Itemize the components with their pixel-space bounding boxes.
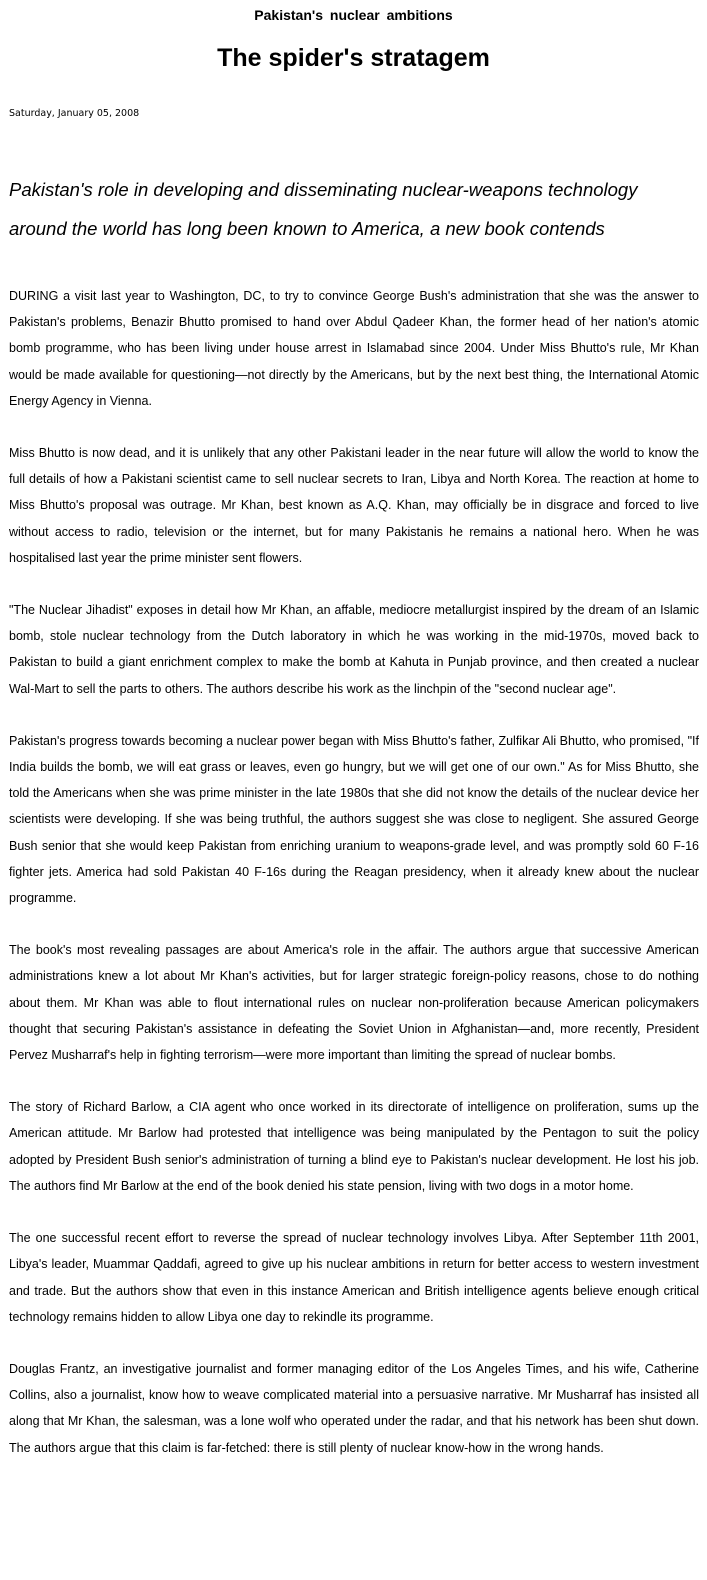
article-body (9, 283, 699, 1487)
body-paragraph: The book's most revealing passages are about America's role in the affair. The authors argue that successive American administrations knew a lot about Mr Khan's activities, but for larger strategic foreign-policy reasons, chose to do nothing about them. Mr Khan was able to flout international rules on nuclear non-proliferation because American policymakers thought that securing Pakistan's assistance in defeating the Soviet Union in Afghanistan—and, more recently, President Pervez Musharraf's help in fighting terrorism—were more important than limiting the spread of nuclear bombs. (9, 943, 699, 1063)
body-paragraph: Pakistan's progress towards becoming a nuclear power began with Miss Bhutto's father, Zulfikar Ali Bhutto, who promised, "If India builds the bomb, we will eat grass or leaves, even go hungry, but we will get one of our own." As for Miss Bhutto, she told the Americans when she was prime minister in the late 1980s that she did not know the details of the nuclear device her scientists were developing. If she was being truthful, the authors suggest she was close to negligent. She assured George Bush senior that she would keep Pakistan from enriching uranium to weapons-grade level, and was promptly sold 60 F-16 fighter jets. America had sold Pakistan 40 F-16s during the Reagan presidency, when it already knew about the nuclear programme. (9, 733, 699, 906)
publication-date: Saturday, January 05, 2008 (9, 108, 140, 119)
body-paragraph: DURING a visit last year to Washington, DC, to try to convince George Bush's administration that she was the answer to Pakistan's problems, Benazir Bhutto promised to hand over Abdul Qadeer Khan, the former head of her nation's atomic bomb programme, who has been living under house arrest in Islamabad since 2004. Under Miss Bhutto's rule, Mr Khan would be made available for questioning—not directly by the Americans, but by the next best thing, the International Atomic Energy Agency in Vienna. (9, 289, 699, 408)
body-paragraph: The one successful recent effort to reverse the spread of nuclear technology involves Libya. After September 11th 2001, Libya's leader, Muammar Qaddafi, agreed to give up his nuclear ambitions in return for better access to western investment and trade. But the authors show that even in this instance American and British intelligence agents believe enough critical technology remains hidden to allow Libya one day to rekindle its programme. (9, 1231, 699, 1324)
body-paragraph: Douglas Frantz, an investigative journalist and former managing editor of the Los Angeles Times, and his wife, Catherine Collins, also a journalist, know how to weave complicated material into a persuasive narrative. Mr Musharraf has insisted all along that Mr Khan, the salesman, was a lone wolf who operated under the radar, and that his network has been shut down. The authors argue that this claim is far-fetched: there is still plenty of nuclear know-how in the wrong hands. (9, 1361, 699, 1455)
body-paragraph: Miss Bhutto is now dead, and it is unlikely that any other Pakistani leader in the near future will allow the world to know the full details of how a Pakistani scientist came to sell nuclear secrets to Iran, Libya and North Korea. The reaction at home to Miss Bhutto's proposal was outrage. Mr Khan, best known as A.Q. Khan, may officially be in disgrace and forced to live without access to radio, television or the internet, but for many Pakistanis he remains a national hero. When he was hospitalised last year the prime minister sent flowers. (9, 446, 699, 565)
section-kicker: Pakistan's nuclear ambitions (254, 7, 453, 23)
article-headline: The spider's stratagem (217, 44, 490, 72)
body-paragraph: The story of Richard Barlow, a CIA agent who once worked in its directorate of intelligence on proliferation, sums up the American attitude. Mr Barlow had protested that intelligence was being manipulated by the Pentagon to suit the policy adopted by President Bush senior's administration of turning a blind eye to Pakistan's nuclear development. He lost his job. The authors find Mr Barlow at the end of the book denied his state pension, living with two dogs in a motor home. (9, 1100, 699, 1193)
article-standfirst: Pakistan's role in developing and disseminating nuclear-weapons technology around the world has long been known to America, a new book contends (9, 179, 638, 239)
body-paragraph: "The Nuclear Jihadist" exposes in detail how Mr Khan, an affable, mediocre metallurgist inspired by the dream of an Islamic bomb, stole nuclear technology from the Dutch laboratory in which he was working in the mid-1970s, moved back to Pakistan to build a giant enrichment complex to make the bomb at Kahuta in Punjab province, and then created a nuclear Wal-Mart to sell the parts to others. The authors describe his work as the linchpin of the "second nuclear age". (9, 603, 699, 696)
